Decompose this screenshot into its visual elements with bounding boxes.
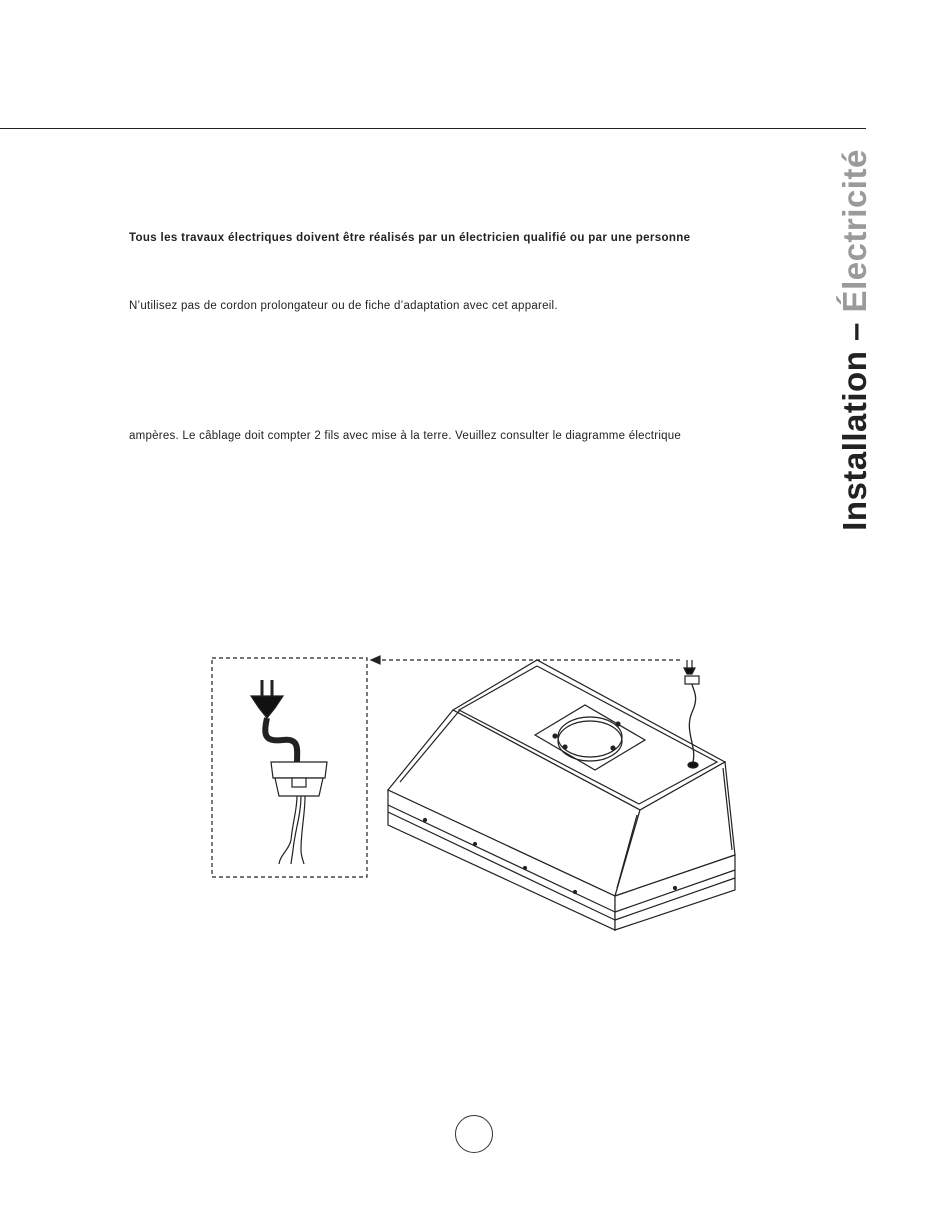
section-title-accent: Électricité: [836, 149, 873, 313]
plug-icon: [251, 680, 327, 864]
extension-cord-paragraph: N’utilisez pas de cordon prolongateur ou de fiche d’adaptation avec cet appareil.: [129, 300, 558, 312]
range-hood: [388, 660, 735, 930]
range-hood-power-cord-diagram: [205, 650, 765, 955]
section-title: [836, 149, 874, 531]
warning-paragraph: Tous les travaux électriques doivent être réalisés par un électricien qualifié ou par une personne: [129, 232, 691, 244]
wiring-paragraph: ampères. Le câblage doit compter 2 fils avec mise à la terre. Veuillez consulter le diagramme électrique: [129, 430, 682, 442]
header-rule: [0, 128, 866, 129]
section-title-main: Installation –: [836, 312, 873, 531]
page-number-circle: [455, 1115, 493, 1153]
leader-arrow: [371, 656, 380, 664]
